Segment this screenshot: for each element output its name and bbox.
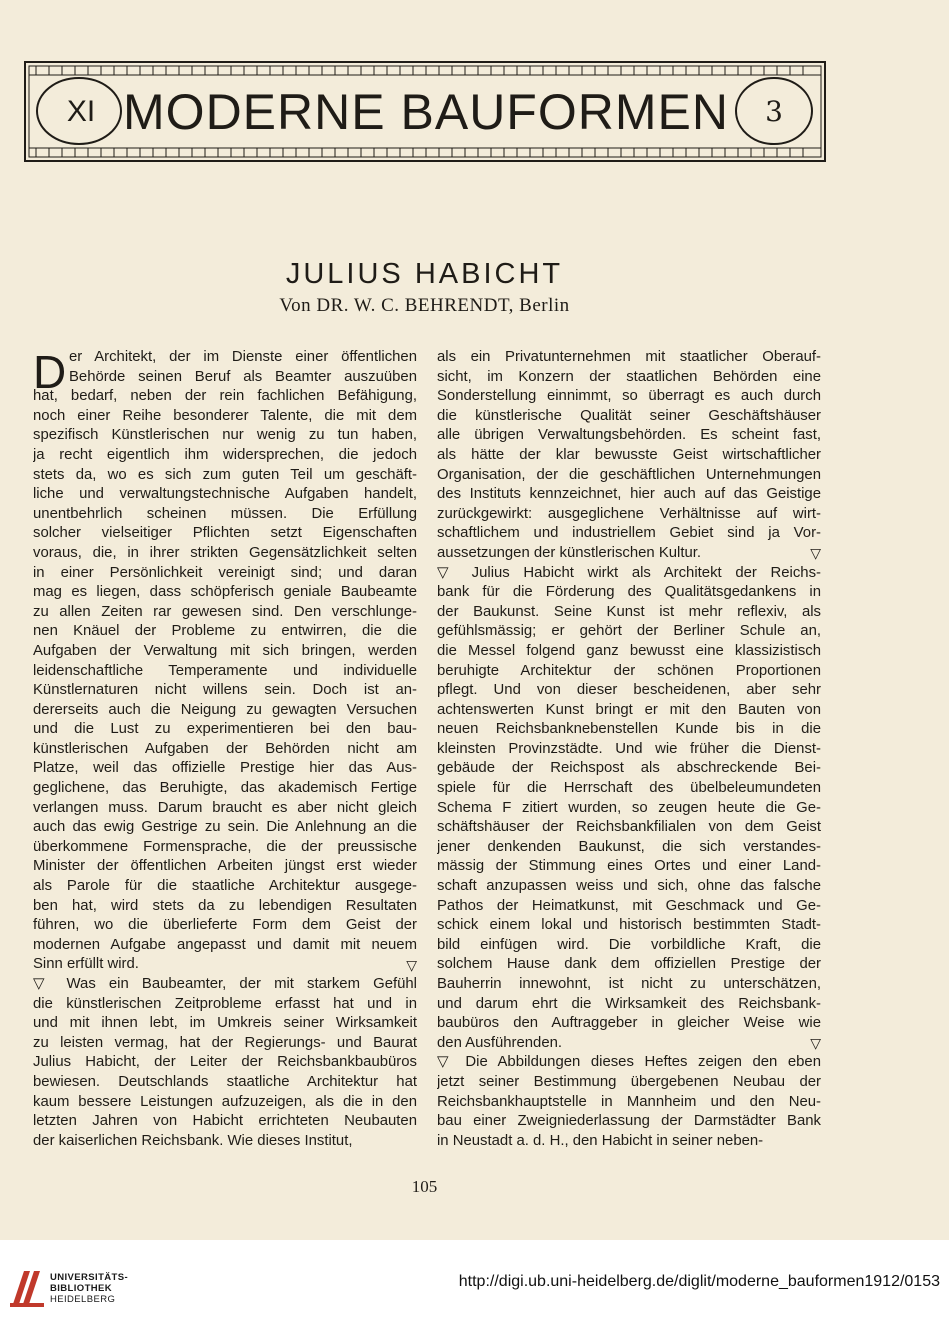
text-line: letzten Jahren von Habicht errichteten Neubauten — [33, 1113, 417, 1130]
text-line: des Instituts kennzeichnet, hier auch auf das Geistige — [437, 486, 821, 503]
text-line: beruhigte Architektur der schönen Proportionen — [437, 662, 821, 679]
text-line: und darum ehrt die Wirksamkeit des Reichsbank- — [437, 995, 821, 1012]
source-url-link[interactable]: http://digi.ub.uni-heidelberg.de/diglit/moderne_bauformen1912/0153 — [458, 1273, 940, 1290]
text-line: baubüros den Auftraggeber in gleicher Weise wie — [437, 1015, 821, 1032]
text-line: ▽ Julius Habicht wirkt als Architekt der Reichs- — [437, 564, 821, 581]
text-line: ja recht eigentlich ihm widersprechen, die jedoch — [33, 446, 417, 463]
volume-number: XI — [66, 95, 96, 128]
text-line: auch das ewig Gestrige zu sein. Die Anlehnung an die — [33, 819, 417, 836]
text-line: Bauherrin innewohnt, ist nicht zu unterschätzen, — [437, 976, 821, 992]
text-line: Julius Habicht, der Leiter der Reichsbankbaubüros — [33, 1054, 417, 1071]
text-line: Pathos der Heimatkunst, mit Geschmack und Ge- — [437, 897, 821, 914]
text-line: mag es liegen, dass schöpferisch geniale Baubeamte — [33, 584, 417, 601]
paragraph-mark-icon: ▽ — [810, 1036, 821, 1052]
journal-header-banner — [24, 61, 826, 162]
text-line: unentbehrlich scheinen müssen. Die Erfüllung — [33, 505, 417, 522]
text-line: mässig der Stimmung eines Ortes und einer Land- — [437, 858, 821, 875]
text-line: ▽ Was ein Baubeamter, der mit starkem Gefühl — [33, 976, 417, 992]
text-line: gebäude der Reichspost als abschreckende Bei- — [437, 760, 821, 777]
text-line: in einer Persönlichkeit vereinigt sind; und daran — [33, 564, 417, 581]
text-line: achtenswerten Kunst bringt er mit den Bauten von — [437, 701, 821, 718]
text-line: noch einer Reihe besonderer Talente, die mit dem — [33, 407, 417, 424]
text-line: der Baukunst. Seine Kunst ist mehr reflexiv, als — [437, 603, 821, 620]
text-line: den Ausführenden. — [437, 1034, 563, 1051]
text-line: jetzt seiner Bestimmung übergebenen Neubau der — [437, 1073, 821, 1090]
journal-title: MODERNE BAUFORMEN — [123, 84, 729, 140]
text-line: aussetzungen der künstlerischen Kultur. — [437, 544, 702, 561]
text-line: liche und verwaltungstechnische Aufgaben handelt, — [33, 486, 417, 503]
paragraph-mark-icon: ▽ — [810, 546, 821, 562]
digitization-footer — [0, 1240, 949, 1328]
text-line: in Neustadt a. d. H., den Habicht in seiner neben- — [437, 1132, 764, 1149]
text-line: dererseits auch die Neigung zu gewagten Versuchen — [33, 701, 417, 718]
text-line: kleinsten Provinzstädte. Und wie früher die Dienst- — [437, 740, 821, 757]
text-line: zu leisten vermag, hat der Regierungs- und Baurat — [33, 1034, 417, 1051]
text-line: ben hat, wird stets da zu lebendigen Resultaten — [33, 897, 417, 914]
library-name-line2: BIBLIOTHEK — [50, 1283, 113, 1294]
text-line: pflegt. Und von dieser bescheidenen, aber sehr — [437, 682, 821, 699]
text-line: neuen Reichsbanknebenstellen Kunde bis in die — [437, 721, 821, 738]
text-line: er Architekt, der im Dienste einer öffentlichen — [69, 349, 417, 365]
text-column-left — [33, 348, 417, 1151]
text-line: Künstlernaturen nicht willens sein. Doch ist an- — [33, 682, 417, 699]
text-line: sicht, im Konzern der staatlichen Behörden eine — [437, 368, 821, 385]
text-line: Sinn erfüllt wird. — [33, 956, 139, 973]
text-line: künstlerischen Aufgaben der Behörden nicht am — [33, 740, 417, 757]
text-line: schick einem lokal und historisch bestimmten Stadt- — [437, 917, 821, 934]
text-line: spiele für die Herrschaft des übelbeleumundeten — [437, 780, 821, 797]
text-line: die künstlerische Qualität seiner Geschäftshäuser — [437, 407, 821, 424]
text-line: Minister der öffentlichen Arbeiten jüngst erst wieder — [33, 858, 417, 875]
text-line: alle übrigen Verwaltungsbehörden. Es scheint fast, — [437, 427, 821, 444]
page-number: 105 — [411, 1177, 438, 1196]
text-line: bewiesen. Deutschlands staatliche Architektur hat — [33, 1073, 417, 1090]
paragraph-mark-icon: ▽ — [406, 957, 417, 974]
text-line: solchem Hause dank dem offiziellen Prestige der — [437, 956, 821, 973]
text-line: als ein Privatunternehmen mit staatlicher Oberauf- — [437, 349, 821, 365]
text-line: Platze, weil das offizielle Prestige hier das Aus- — [33, 760, 417, 777]
text-line: ▽ Die Abbildungen dieses Heftes zeigen den eben — [437, 1054, 821, 1071]
library-name-line3: HEIDELBERG — [50, 1294, 116, 1305]
text-line: kaum bessere Leistungen aufzuzeigen, als die in den — [33, 1093, 417, 1110]
text-line: Sonderstellung einnimmt, so überragt es auch durch — [437, 388, 821, 405]
text-line: überkommene Formensprache, die der preussische — [33, 838, 417, 855]
text-line: Schema F zitiert wurden, so zeugen heute die Ge- — [437, 799, 821, 816]
text-line: nen Knäuel der Probleme zu entwirren, die die — [33, 623, 417, 640]
text-line: stets da, wo es sich zum guten Teil um geschäft- — [33, 466, 417, 483]
text-line: hat, bedarf, neben der rein fachlichen Befähigung, — [33, 388, 417, 405]
text-line: voraus, die, in ihrer strikten Gegensätzlichkeit selten — [33, 544, 417, 561]
text-line: die künstlerischen Zeitprobleme erfasst hat und in — [33, 995, 417, 1012]
text-line: leidenschaftliche Temperamente und individuelle — [33, 662, 417, 679]
issue-number: 3 — [765, 95, 783, 128]
text-line: zurückgewirkt: ausgeglichene Verhältnisse auf wirt- — [437, 505, 821, 522]
university-library-logo-icon — [8, 1263, 46, 1309]
text-line: gefühlsmässig; er gehört der Berliner Schule an, — [437, 623, 821, 640]
text-line: jener denkenden Baukunst, die sich verstandes- — [437, 838, 821, 855]
text-line: bank für die Förderung des Qualitätsgedankens in — [437, 584, 821, 601]
text-line: als hätte der klar bewusste Geist wirtschaftlicher — [437, 446, 821, 463]
article-title: JULIUS HABICHT — [285, 258, 564, 290]
text-line: modernen Aufgabe angepasst und damit mit neuem — [33, 936, 417, 953]
text-line: spezifisch Künstlerischen nur wenig zu tun haben, — [33, 427, 417, 444]
text-line: geglichene, das Beruhigte, das akademisch Fertige — [33, 780, 417, 797]
text-line: verlangen muss. Darum braucht es aber nicht gleich — [33, 799, 417, 816]
text-line: solcher vielseitiger Pflichten setzt Eigenschaften — [33, 525, 417, 542]
text-line: schaft anzupassen weiss und sich, ohne das falsche — [437, 878, 821, 895]
text-line: schäftshäuser der Reichsbankfilialen von dem Geist — [437, 819, 821, 836]
text-line: Reichsbankhauptstelle in Mannheim und den Neu- — [437, 1093, 821, 1110]
text-line: führen, wo die überlieferte Form dem Geist der — [33, 917, 417, 934]
text-line: bild einfügen wird. Die vorbildliche Kraft, die — [437, 936, 821, 953]
library-name-line1: UNIVERSITÄTS- — [50, 1272, 129, 1283]
text-line: Behörde seinen Beruf als Beamter auszuüben — [69, 368, 417, 385]
text-line: die Messel folgend ganz bewusst eine klassizistisch — [437, 642, 821, 659]
university-library-name — [50, 1272, 128, 1305]
text-line: der kaiserlichen Reichsbank. Wie dieses Institut, — [33, 1132, 353, 1149]
text-line: bau einer Zweigniederlassung der Darmstädter Bank — [437, 1113, 821, 1130]
text-line: und mit ihnen lebt, im Umkreis seiner Wirksamkeit — [33, 1015, 417, 1032]
article-byline: Von DR. W. C. BEHRENDT, Berlin — [279, 295, 570, 316]
text-line: schaftlichem und industriellem Gebiet sind ja Vor- — [437, 525, 821, 542]
text-column-right — [437, 348, 821, 1151]
text-line: Organisation, der die geschäftlichen Unternehmungen — [437, 466, 821, 483]
drop-cap: D — [33, 346, 67, 398]
text-line: als Parole für die staatliche Architektur ausgege- — [33, 878, 417, 895]
text-line: Aufgaben der Verwaltung mit sich bringen, werden — [33, 642, 417, 659]
text-line: zu allen Zeiten rar gewesen sind. Den verschlunge- — [33, 603, 417, 620]
text-line: und die Lust zu experimentieren bei den bau- — [33, 721, 417, 738]
